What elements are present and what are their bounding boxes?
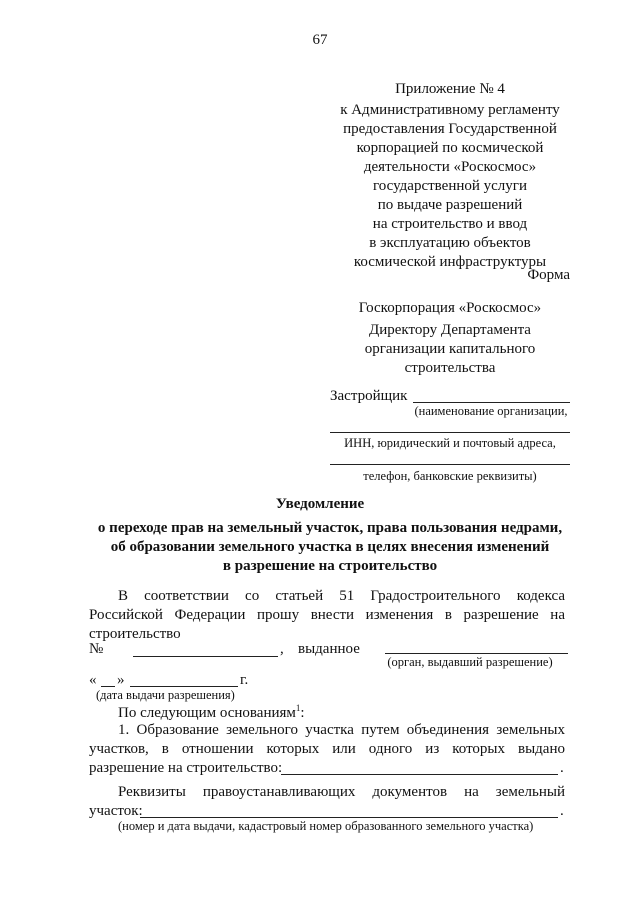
footnote-mark: 1 bbox=[295, 703, 301, 713]
page-number: 67 bbox=[312, 32, 328, 48]
form-label: Форма bbox=[527, 267, 570, 283]
appendix-line: к Административному регламенту bbox=[340, 102, 560, 118]
intro-line: В соответствии со статьей 51 Градостроительного кодекса bbox=[118, 588, 565, 604]
intro-line: строительство bbox=[89, 626, 181, 642]
number-sign: № bbox=[89, 641, 104, 657]
developer-phone-line[interactable] bbox=[330, 464, 570, 465]
permit-number-field[interactable] bbox=[133, 656, 278, 657]
appendix-line: в эксплуатацию объектов bbox=[369, 235, 531, 251]
appendix-line: корпорацией по космической bbox=[356, 140, 544, 156]
notice-subtitle-line: об образовании земельного участка в целях внесения изменений bbox=[110, 539, 550, 555]
date-month-year-field[interactable] bbox=[130, 686, 238, 687]
date-hint: (дата выдачи разрешения) bbox=[96, 688, 235, 702]
appendix-line: на строительство и ввод bbox=[372, 216, 528, 232]
developer-hint: телефон, банковские реквизиты) bbox=[363, 469, 537, 483]
developer-label: Застройщик bbox=[330, 388, 408, 404]
details-line: Реквизиты правоустанавливающих документов на земельный bbox=[118, 784, 565, 800]
grounds-label bbox=[118, 703, 305, 722]
appendix-line: государственной услуги bbox=[373, 178, 527, 194]
quote-close: » bbox=[117, 672, 125, 688]
notice-subtitle-line: о переходе прав на земельный участок, права пользования недрами, bbox=[97, 520, 563, 536]
grounds-text: По следующим основаниям bbox=[118, 705, 296, 721]
quote-open: « bbox=[89, 672, 97, 688]
year-suffix: г. bbox=[240, 672, 249, 688]
item1-line: разрешение на строительство: bbox=[89, 760, 283, 776]
developer-name-line[interactable] bbox=[413, 402, 570, 403]
comma: , bbox=[280, 641, 284, 657]
date-day-field[interactable] bbox=[101, 686, 115, 687]
notice-title: Уведомление bbox=[275, 496, 365, 512]
issued-hint: (орган, выдавший разрешение) bbox=[387, 655, 553, 669]
addressee-line: Директору Департамента bbox=[369, 322, 531, 338]
issuing-authority-field[interactable] bbox=[385, 653, 568, 654]
period: . bbox=[560, 803, 564, 819]
intro-line: Российской Федерации прошу внести изменения в разрешение на bbox=[89, 607, 565, 623]
developer-inn-line[interactable] bbox=[330, 432, 570, 433]
addressee-line: строительства bbox=[404, 360, 496, 376]
appendix-line: космической инфраструктуры bbox=[353, 254, 547, 270]
developer-hint: (наименование организации, bbox=[414, 404, 568, 418]
details-field[interactable] bbox=[140, 817, 558, 818]
item1-line: участков, в отношении которых или одного из которых выдано bbox=[89, 741, 565, 757]
appendix-line: по выдаче разрешений bbox=[377, 197, 523, 213]
appendix-line: деятельности «Роскосмос» bbox=[363, 159, 537, 175]
item1-line: 1. Образование земельного участка путем объединения земельных bbox=[118, 722, 565, 738]
developer-hint: ИНН, юридический и почтовый адреса, bbox=[344, 436, 556, 450]
details-hint: (номер и дата выдачи, кадастровый номер образованного земельного участка) bbox=[118, 819, 534, 833]
details-line: участок: bbox=[89, 803, 143, 819]
issued-label: выданное bbox=[298, 641, 360, 657]
grounds-colon: : bbox=[300, 705, 305, 721]
addressee-line: организации капитального bbox=[364, 341, 536, 357]
period: . bbox=[560, 760, 564, 776]
appendix-line: предоставления Государственной bbox=[343, 121, 557, 137]
notice-subtitle-line: в разрешение на строительство bbox=[222, 558, 438, 574]
addressee-org: Госкорпорация «Роскосмос» bbox=[358, 300, 542, 316]
appendix-title: Приложение № 4 bbox=[395, 81, 505, 97]
item1-permit-field[interactable] bbox=[281, 774, 558, 775]
